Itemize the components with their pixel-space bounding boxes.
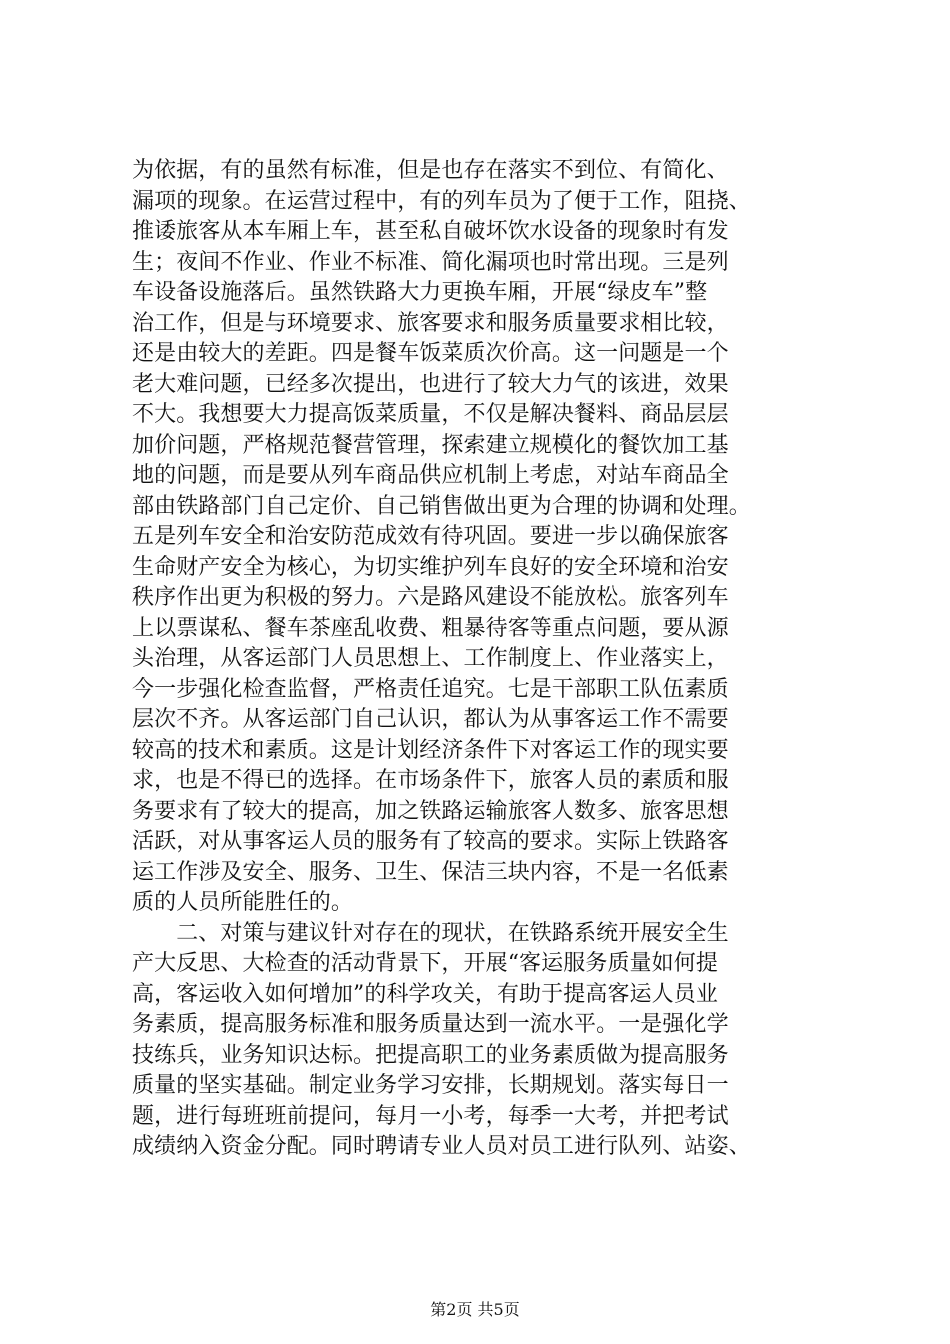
text-line: 治工作，但是与环境要求、旅客要求和服务质量要求相比较， [132,310,729,336]
text-line: 为依据，有的虽然有标准，但是也存在落实不到位、有简化、 [132,158,729,183]
text-line: 秩序作出更为积极的努力。六是路风建设不能放松。旅客列车 [132,585,729,610]
text-line: 加价问题，严格规范餐营管理，探索建立规模化的餐饮加工基 [132,432,729,458]
text-line: 生；夜间不作业、作业不标准、简化漏项也时常出现。三是列 [132,249,729,275]
text-line: 层次不齐。从客运部门自己认识，都认为从事客运工作不需要 [132,707,729,732]
text-line: 头治理，从客运部门人员思想上、工作制度上、作业落实上， [132,646,729,671]
text-line: 成绩纳入资金分配。同时聘请专业人员对员工进行队列、站姿、 [132,1134,751,1159]
text-line: 漏项的现象。在运营过程中，有的列车员为了便于工作，阻挠、 [132,188,751,214]
text-line: 高，客运收入如何增加”的科学攻关，有助于提高客运人员业 [132,981,718,1007]
text-line: 地的问题，而是要从列车商品供应机制上考虑，对站车商品全 [132,463,729,488]
page-footer: 第2页 共5页 [430,1300,520,1319]
body-text [132,156,832,1163]
text-line: 务要求有了较大的提高，加之铁路运输旅客人数多、旅客思想 [132,798,729,824]
text-line: 技练兵，业务知识达标。把提高职工的业务素质做为提高服务 [132,1042,729,1068]
text-line: 推诿旅客从本车厢上车，甚至私自破坏饮水设备的现象时有发 [132,219,729,244]
text-line: 务素质，提高服务标准和服务质量达到一流水平。一是强化学 [132,1012,729,1037]
text-line: 质的人员所能胜任的。 [132,890,354,915]
text-line: 求，也是不得已的选择。在市场条件下，旅客人员的素质和服 [132,768,729,793]
text-line: 生命财产安全为核心，为切实维护列车良好的安全环境和治安 [132,554,729,580]
text-line: 较高的技术和素质。这是计划经济条件下对客运工作的现实要 [132,737,729,763]
text-line: 还是由较大的差距。四是餐车饭菜质次价高。这一问题是一个 [132,341,729,366]
text-line: 车设备设施落后。虽然铁路大力更换车厢，开展“绿皮车”整 [132,280,708,305]
text-line: 今一步强化检查监督，严格责任追究。七是干部职工队伍素质 [132,676,729,702]
text-line: 产大反思、大检查的活动背景下，开展“客运服务质量如何提 [132,951,718,976]
text-line: 题，进行每班班前提问，每月一小考，每季一大考，并把考试 [132,1103,729,1129]
text-line: 运工作涉及安全、服务、卫生、保洁三块内容，不是一名低素 [132,859,729,885]
text-line: 质量的坚实基础。制定业务学习安排，长期规划。落实每日一 [132,1073,729,1098]
text-line: 部由铁路部门自己定价、自己销售做出更为合理的协调和处理。 [132,493,751,519]
text-line: 二、对策与建议针对存在的现状，在铁路系统开展安全生 [132,920,729,946]
text-line: 上以票谋私、餐车茶座乱收费、粗暴待客等重点问题，要从源 [132,615,729,641]
text-line: 五是列车安全和治安防范成效有待巩固。要进一步以确保旅客 [132,524,729,549]
text-line: 老大难问题，已经多次提出，也进行了较大力气的该进，效果 [132,371,729,397]
text-line: 活跃，对从事客运人员的服务有了较高的要求。实际上铁路客 [132,829,729,854]
text-line: 不大。我想要大力提高饭菜质量，不仅是解决餐料、商品层层 [132,402,729,427]
